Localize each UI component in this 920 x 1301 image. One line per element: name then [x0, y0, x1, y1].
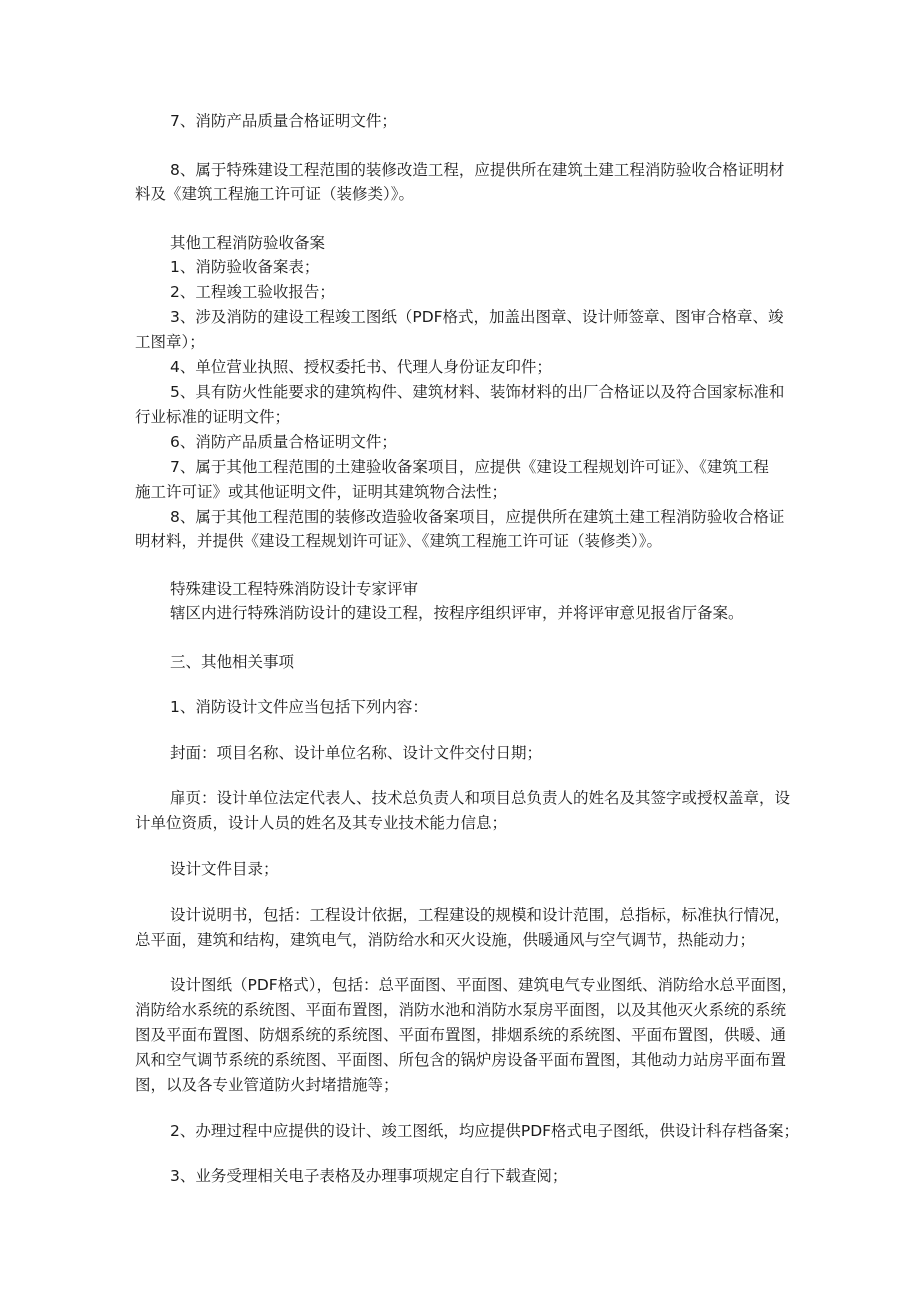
text-line: 1、消防设计文件应当包括下列内容： — [170, 698, 428, 716]
text-line: 7、消防产品质量合格证明文件； — [170, 112, 397, 130]
text-line: 6、消防产品质量合格证明文件； — [170, 433, 397, 451]
text-line: 2、办理过程中应提供的设计、竣工图纸，均应提供PDF格式电子图纸，供设计科存档备案； — [170, 1122, 800, 1140]
text-line: 风和空气调节系统的系统图、平面图、所包含的锅炉房设备平面布置图，其他动力站房平面布置 — [135, 1051, 787, 1069]
text-line: 设计图纸（PDF格式），包括：总平面图、平面图、建筑电气专业图纸、消防给水总平面图， — [170, 976, 797, 994]
text-line: 8、属于其他工程范围的装修改造验收备案项目，应提供所在建筑土建工程消防验收合格证 — [170, 508, 785, 526]
text-line: 7、属于其他工程范围的土建验收备案项目，应提供《建设工程规划许可证》、《建筑工程 — [170, 458, 769, 476]
text-line: 4、单位营业执照、授权委托书、代理人身份证友印件； — [170, 358, 552, 376]
text-line: 料及《建筑工程施工许可证（装修类）》。 — [135, 185, 415, 203]
text-line: 扉页：设计单位法定代表人、技术总负责人和项目总负责人的姓名及其签字或授权盖章，设 — [170, 789, 791, 807]
text-line: 1、消防验收备案表； — [170, 258, 320, 276]
text-line: 工图章）； — [135, 333, 205, 351]
section-heading: 三、其他相关事项 — [170, 653, 295, 671]
text-line: 8、属于特殊建设工程范围的装修改造工程，应提供所在建筑土建工程消防验收合格证明材 — [170, 161, 785, 179]
text-line: 图及平面布置图、防烟系统的系统图、平面布置图，排烟系统的系统图、平面布置图，供暖、通 — [135, 1026, 787, 1044]
text-line: 3、涉及消防的建设工程竣工图纸（PDF格式，加盖出图章、设计师签章、图审合格章、竣 — [170, 308, 784, 326]
text-line: 图，以及各专业管道防火封堵措施等； — [135, 1076, 399, 1094]
section-heading: 其他工程消防验收备案 — [170, 234, 326, 252]
text-line: 辖区内进行特殊消防设计的建设工程，按程序组织评审，并将评审意见报省厅备案。 — [170, 604, 744, 622]
section-heading: 特殊建设工程特殊消防设计专家评审 — [170, 580, 419, 598]
text-line: 消防给水系统的系统图、平面布置图，消防水池和消防水泵房平面图，以及其他灭火系统的系统 — [135, 1001, 787, 1019]
text-line: 总平面，建筑和结构，建筑电气，消防给水和灭火设施，供暖通风与空气调节，热能动力； — [135, 931, 756, 949]
text-line: 设计文件目录； — [170, 860, 279, 878]
text-line: 设计说明书，包括：工程设计依据，工程建设的规模和设计范围，总指标，标准执行情况， — [170, 906, 791, 924]
text-line: 施工许可证》或其他证明文件，证明其建筑物合法性； — [135, 483, 508, 501]
text-line: 明材料，并提供《建设工程规划许可证》、《建筑工程施工许可证（装修类）》。 — [135, 532, 663, 550]
text-line: 3、业务受理相关电子表格及办理事项规定自行下载查阅； — [170, 1167, 568, 1185]
text-line: 行业标准的证明文件； — [135, 408, 291, 426]
text-line: 5、具有防火性能要求的建筑构件、建筑材料、装饰材料的出厂合格证以及符合国家标准和 — [170, 383, 785, 401]
text-line: 2、工程竣工验收报告； — [170, 283, 335, 301]
text-line: 计单位资质，设计人员的姓名及其专业技术能力信息； — [135, 814, 508, 832]
text-line: 封面：项目名称、设计单位名称、设计文件交付日期； — [170, 744, 543, 762]
